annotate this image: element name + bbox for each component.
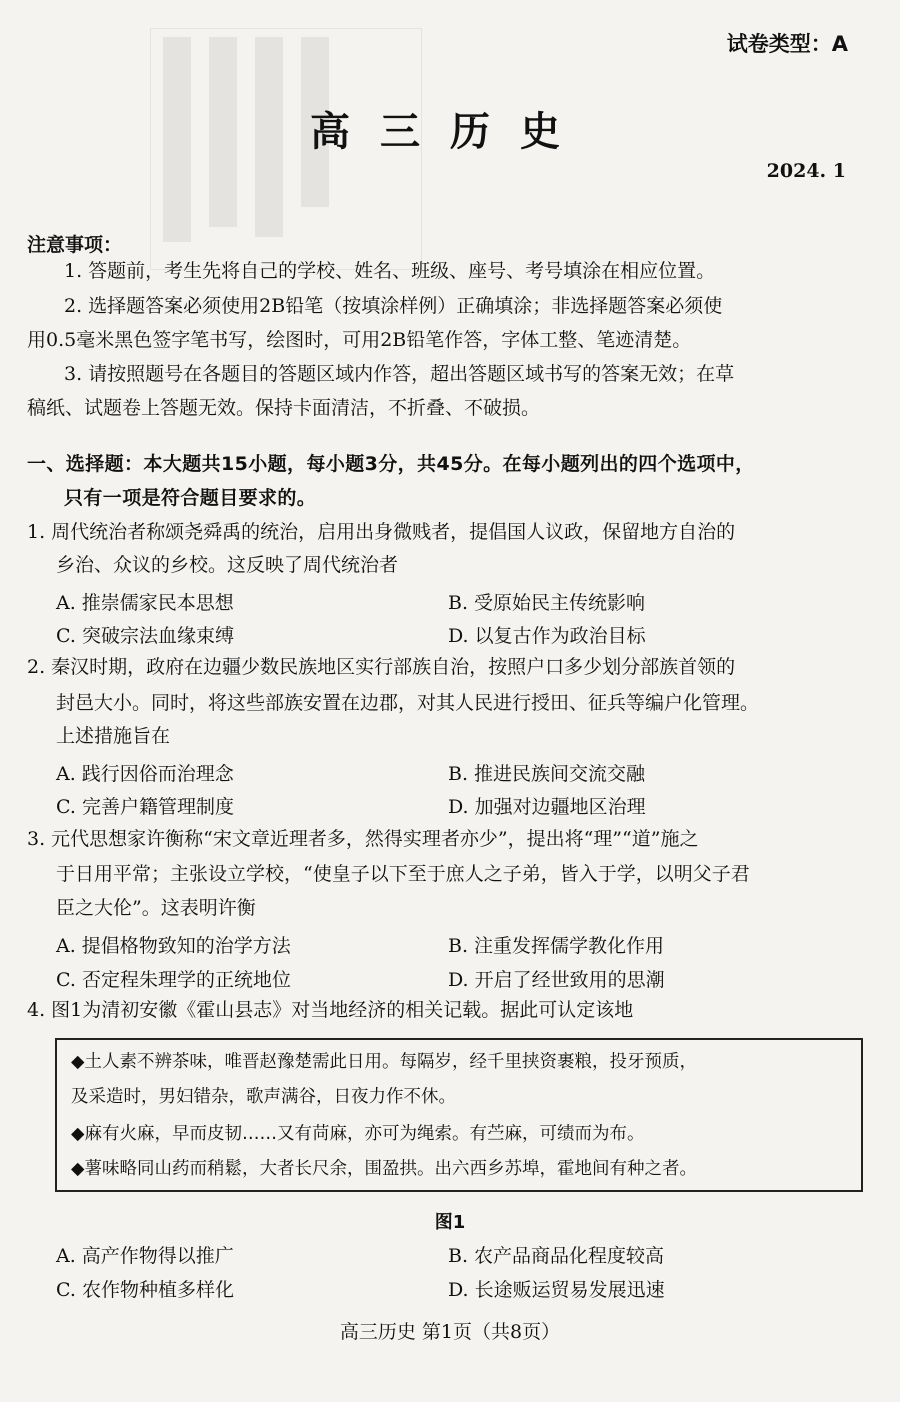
note-item-3: 3. 请按照题号在各题目的答题区域内作答，超出答题区域书写的答案无效；在草 <box>64 363 735 385</box>
paper-type-label: 试卷类型：A <box>726 32 848 56</box>
question-2-stem-cont: 封邑大小。同时，将这些部族安置在边郡，对其人民进行授田、征兵等编户化管理。 <box>56 692 760 714</box>
q2-option-c[interactable]: C. 完善户籍管理制度 <box>56 796 234 818</box>
q1-option-b[interactable]: B. 受原始民主传统影响 <box>448 592 646 614</box>
question-1-stem: 1. 周代统治者称颂尧舜禹的统治，启用出身微贱者，提倡国人议政，保留地方自治的 <box>27 521 736 543</box>
q2-option-d[interactable]: D. 加强对边疆地区治理 <box>448 796 646 818</box>
q4-option-a[interactable]: A. 高产作物得以推广 <box>56 1245 234 1267</box>
figure-1-box <box>55 1038 863 1192</box>
question-2-stem-cont2: 上述措施旨在 <box>56 725 171 747</box>
q3-option-c[interactable]: C. 否定程朱理学的正统地位 <box>56 969 291 991</box>
section-heading: 一、选择题：本大题共15小题，每小题3分，共45分。在每小题列出的四个选项中， <box>27 453 755 475</box>
figure-caption: 图1 <box>434 1212 466 1233</box>
section-heading-cont: 只有一项是符合题目要求的。 <box>64 487 317 509</box>
question-3-stem-cont: 于日用平常；主张设立学校，“使皇子以下至于庶人之子弟，皆入于学，以明父子君 <box>56 863 750 885</box>
q3-option-a[interactable]: A. 提倡格物致知的治学方法 <box>56 935 291 957</box>
exam-date: 2024. 1 <box>766 160 846 182</box>
note-item-3-cont: 稿纸、试题卷上答题无效。保持卡面清洁，不折叠、不破损。 <box>27 397 541 419</box>
figure-line-2: 及采造时，男妇错杂，歌声满谷，日夜力作不休。 <box>71 1087 456 1107</box>
q1-option-c[interactable]: C. 突破宗法血缘束缚 <box>56 625 234 647</box>
notes-heading: 注意事项： <box>27 234 123 256</box>
q3-option-d[interactable]: D. 开启了经世致用的思潮 <box>448 969 665 991</box>
question-4-stem: 4. 图1为清初安徽《霍山县志》对当地经济的相关记载。据此可认定该地 <box>27 999 634 1021</box>
q4-option-d[interactable]: D. 长途贩运贸易发展迅速 <box>448 1279 665 1301</box>
q3-option-b[interactable]: B. 注重发挥儒学教化作用 <box>448 935 665 957</box>
figure-line-4: ◆薯味略同山药而稍鬆，大者长尺余，围盈拱。出六西乡苏埠，霍地间有种之者。 <box>71 1159 697 1179</box>
q2-option-a[interactable]: A. 践行因俗而治理念 <box>56 763 234 785</box>
q1-option-a[interactable]: A. 推崇儒家民本思想 <box>56 592 234 614</box>
q1-option-d[interactable]: D. 以复古作为政治目标 <box>448 625 646 647</box>
question-1-stem-cont: 乡治、众议的乡校。这反映了周代统治者 <box>56 554 399 576</box>
note-item-1: 1. 答题前，考生先将自己的学校、姓名、班级、座号、考号填涂在相应位置。 <box>64 260 716 282</box>
question-3-stem-cont2: 臣之大伦”。这表明许衡 <box>56 897 256 919</box>
note-item-2: 2. 选择题答案必须使用2B铅笔（按填涂样例）正确填涂；非选择题答案必须使 <box>64 295 723 317</box>
question-3-stem: 3. 元代思想家许衡称“宋文章近理者多，然得实理者亦少”，提出将“理”“道”施之 <box>27 828 699 850</box>
exam-title: 高三历史 <box>310 109 590 155</box>
note-item-2-cont: 用0.5毫米黑色签字笔书写，绘图时，可用2B铅笔作答，字体工整、笔迹清楚。 <box>27 329 692 351</box>
question-2-stem: 2. 秦汉时期，政府在边疆少数民族地区实行部族自治，按照户口多少划分部族首领的 <box>27 656 736 678</box>
figure-line-3: ◆麻有火麻，早而皮韧……又有苘麻，亦可为绳索。有苎麻，可绩而为布。 <box>71 1124 645 1144</box>
q4-option-b[interactable]: B. 农产品商品化程度较高 <box>448 1245 665 1267</box>
figure-line-1: ◆土人素不辨茶味，唯晋赵豫楚需此日用。每隔岁，经千里挟资裹粮，投牙预质， <box>71 1052 697 1072</box>
q4-option-c[interactable]: C. 农作物种植多样化 <box>56 1279 234 1301</box>
page-footer: 高三历史 第1页（共8页） <box>339 1321 561 1343</box>
q2-option-b[interactable]: B. 推进民族间交流交融 <box>448 763 646 785</box>
